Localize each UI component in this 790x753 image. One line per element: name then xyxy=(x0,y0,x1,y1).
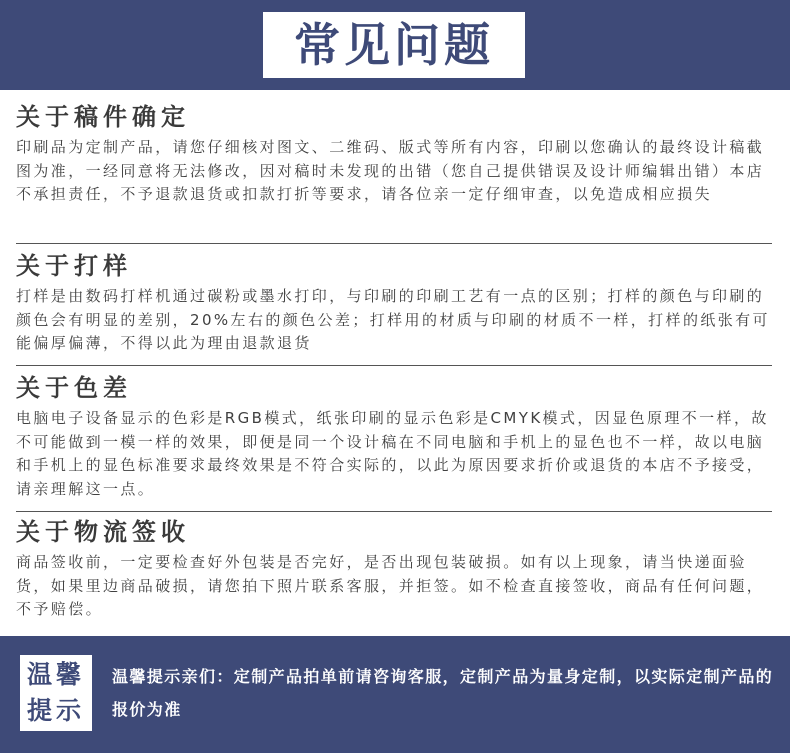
section-divider xyxy=(16,243,772,244)
section-title: 关于色差 xyxy=(16,374,132,402)
section-divider xyxy=(16,365,772,366)
page-title: 常见问题 xyxy=(294,18,494,72)
section-body: 商品签收前，一定要检查好外包装是否完好，是否出现包装破损。如有以上现象，请当快递面验货，如果里边商品破损，请您拍下照片联系客服，并拒签。如不检查直接签收，商品有任何问题，不予赔偿。 xyxy=(16,553,765,618)
stamp-line-2: 提示 xyxy=(26,696,85,725)
stamp-line-1: 温馨 xyxy=(26,660,85,689)
section-divider xyxy=(16,511,772,512)
section-proofing xyxy=(16,249,772,356)
section-body: 打样是由数码打样机通过碳粉或墨水打印，与印刷的印刷工艺有一点的区别；打样的颜色与印刷的颜色会有明显的差别，20%左右的颜色公差；打样用的材质与印刷的材质不一样，打样的纸张有可能偏厚偏薄，不得以此为理由退款退货 xyxy=(16,287,770,352)
section-title: 关于稿件确定 xyxy=(16,103,190,131)
section-title: 关于物流签收 xyxy=(16,518,190,546)
reminder-stamp-label xyxy=(20,655,92,729)
footer-reminder-text: 温馨提示亲们：定制产品拍单前请咨询客服，定制产品为量身定制，以实际定制产品的报价为准 xyxy=(112,667,774,719)
section-artwork-confirmation xyxy=(16,100,772,207)
section-delivery-receipt xyxy=(16,515,772,622)
section-title: 关于打样 xyxy=(16,252,132,280)
section-color-difference xyxy=(16,371,772,501)
section-body: 电脑电子设备显示的色彩是RGB模式，纸张印刷的显示色彩是CMYK模式，因显色原理不一样，故不可能做到一模一样的效果，即便是同一个设计稿在不同电脑和手机上的显色也不一样，故以电脑和手机上的显色标准要求最终效果是不符合实际的，以此为原因要求折价或退货的本店不予接受，请亲理解这一点。 xyxy=(16,409,769,498)
section-body: 印刷品为定制产品，请您仔细核对图文、二维码、版式等所有内容，印刷以您确认的最终设计稿截图为准，一经同意将无法修改，因对稿时未发现的出错（您自己提供错误及设计师编辑出错）本店不承担责任，不予退款退货或扣款打折等要求，请各位亲一定仔细审查，以免造成相应损失 xyxy=(16,138,765,203)
